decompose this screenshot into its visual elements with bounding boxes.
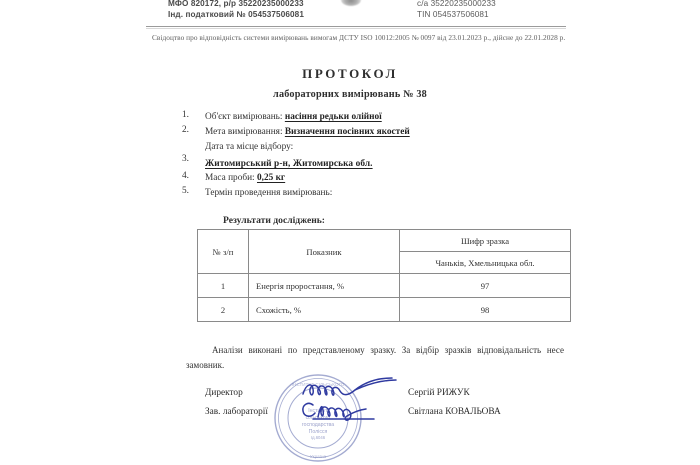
field-number: 4. <box>182 171 189 181</box>
col-header-number: № з/п <box>198 230 249 274</box>
cell-indicator: Схожість, % <box>249 298 400 322</box>
svg-text:ІНСТИТУТ СІЛЬСЬКОГО: ІНСТИТУТ СІЛЬСЬКОГО <box>291 382 345 387</box>
measurement-certificate-line: Свідоцтво про відповідність системи вимірювань вимогам ДСТУ ISO 10012:2005 № 0097 від 23.01.2023 р., дійсне до 22.01.2028 р. <box>152 33 566 42</box>
signature-row-lab-head <box>205 407 565 426</box>
results-table <box>197 229 571 322</box>
signature-name: Сергій РИЖУК <box>408 388 470 398</box>
field-body <box>205 110 582 125</box>
col-header-indicator: Показник <box>249 230 400 274</box>
field-body <box>205 125 582 140</box>
field-number: 3. <box>182 154 189 164</box>
page-title: ПРОТОКОЛ <box>302 66 398 81</box>
list-item <box>182 140 582 171</box>
list-item <box>182 125 582 140</box>
field-body <box>205 140 582 171</box>
col-header-sample-code: Шифр зразка <box>400 230 571 252</box>
svg-text:Полісся: Полісся <box>308 429 328 435</box>
responsibility-note: Аналізи виконані по представленому зразку. За відбір зразків відповідальність несе замовник. <box>186 345 564 370</box>
bank-account-line: с/а 35220235000233 <box>417 0 496 8</box>
letterhead <box>0 0 700 28</box>
cell-row-number: 2 <box>198 298 249 322</box>
results-heading: Результати досліджень: <box>223 215 326 226</box>
institution-emblem-icon <box>341 0 361 6</box>
field-number: 1. <box>182 110 189 120</box>
field-number: 2. <box>182 125 189 135</box>
signature-role: Директор <box>205 388 243 398</box>
cell-row-number: 1 <box>198 274 249 298</box>
field-value: насіння редьки олійної <box>284 112 382 122</box>
table-header-row <box>198 230 571 252</box>
list-item <box>182 110 582 125</box>
cell-indicator: Енергія проростання, % <box>249 274 400 298</box>
bank-mfo-line: МФО 820172, р/р 35220235000233 <box>168 0 304 8</box>
signature-role: Зав. лабораторії <box>205 407 268 417</box>
field-body <box>205 171 582 186</box>
page-subtitle: лабораторних вимірювань № 38 <box>273 89 427 100</box>
letterhead-right-details <box>417 0 496 20</box>
list-item <box>182 186 582 201</box>
field-label: Дата та місце відбору: <box>205 142 294 152</box>
list-item <box>182 171 582 186</box>
signature-block <box>205 388 565 426</box>
table-row <box>198 274 571 298</box>
cell-value: 98 <box>400 298 571 322</box>
tin-line: TIN 054537506081 <box>417 9 489 19</box>
field-label: Об'єкт вимірювань: <box>205 112 283 122</box>
field-body <box>205 186 582 201</box>
field-value: 0,25 кг <box>256 173 286 183</box>
field-value: Визначення посівних якостей <box>284 127 410 137</box>
protocol-fields-list <box>182 110 582 201</box>
col-subheader-sample-origin: Чаньків, Хмельницька обл. <box>400 252 571 274</box>
svg-text:Україна: Україна <box>309 454 327 459</box>
letterhead-left-details <box>168 0 304 20</box>
svg-text:Інститут: Інститут <box>308 408 328 414</box>
svg-text:Ід.6046: Ід.6046 <box>310 435 326 440</box>
svg-text:господарства: господарства <box>301 422 335 428</box>
field-label: Мета вимірювання: <box>205 127 283 137</box>
header-divider-shadow <box>146 28 566 29</box>
signature-name: Світлана КОВАЛЬОВА <box>408 407 501 417</box>
cell-value: 97 <box>400 274 571 298</box>
svg-text:сільського: сільського <box>305 415 331 421</box>
field-label: Маса проби: <box>205 173 255 183</box>
field-value: Житомирський р-н, Житомирська обл. <box>205 158 373 169</box>
table-row <box>198 298 571 322</box>
field-label: Термін проведення вимірювань: <box>205 188 333 198</box>
signature-row-director <box>205 388 565 407</box>
field-number: 5. <box>182 186 189 196</box>
tax-id-line: Інд. податковий № 054537506081 <box>168 9 304 19</box>
